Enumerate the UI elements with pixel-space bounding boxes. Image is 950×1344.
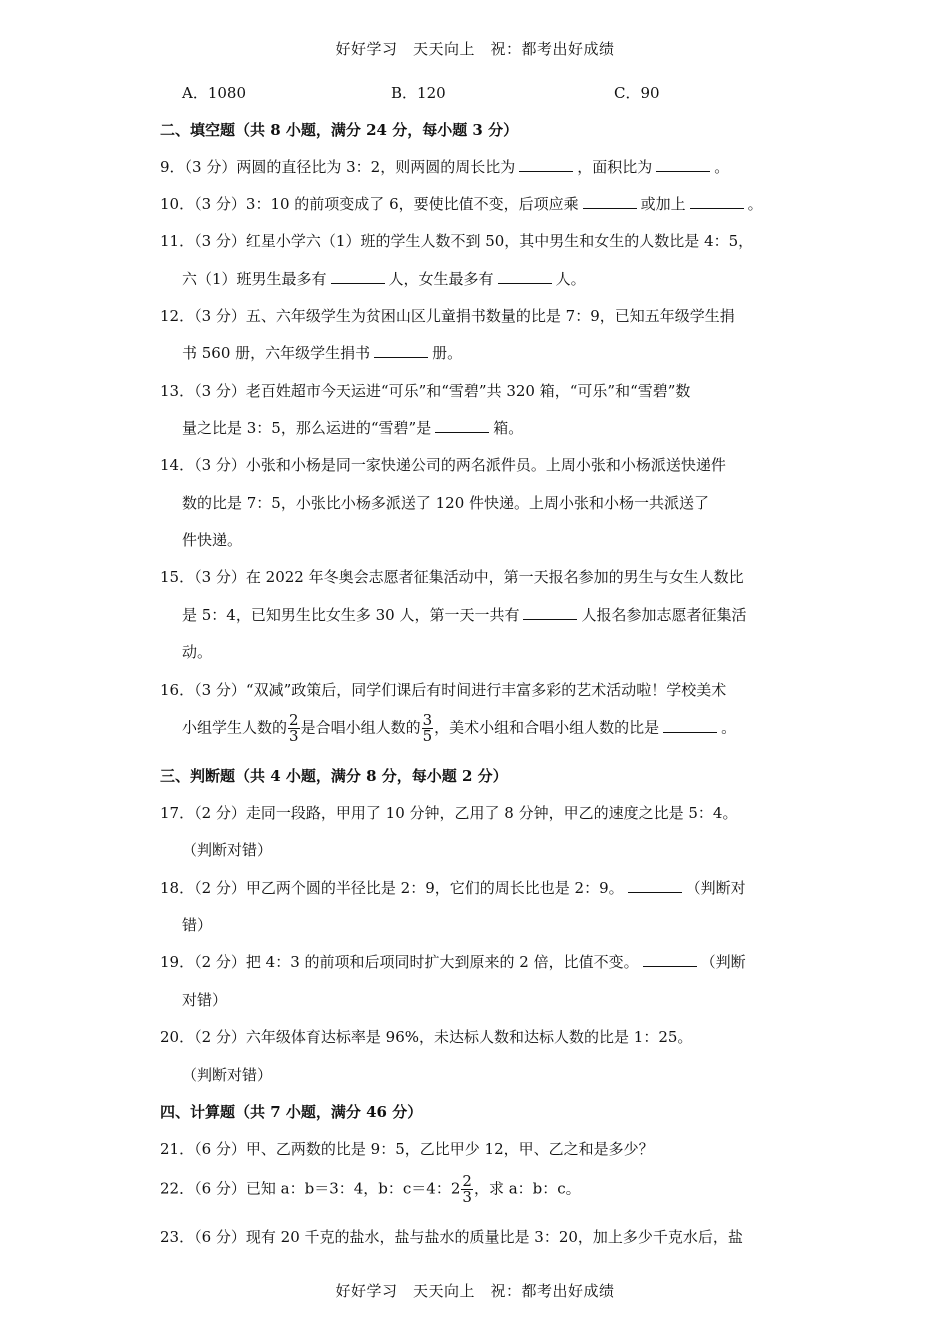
answer-blank[interactable] <box>519 157 573 172</box>
option-c: C．90 <box>614 84 660 102</box>
answer-blank[interactable] <box>435 418 489 433</box>
option-a: A．1080 <box>182 84 247 102</box>
question-10: 10．（3 分）3：10 的前项变成了 6，要使比值不变，后项应乘 或加上 。 <box>160 195 763 213</box>
question-11: 11．（3 分）红星小学六（1）班的学生人数不到 50，其中男生和女生的人数比是 4：5， <box>160 232 754 250</box>
fraction-two-thirds: $\frac{2}{3}$ <box>462 1172 472 1206</box>
question-13-cont: 量之比是 3：5，那么运进的“雪碧”是 箱。 <box>182 419 524 437</box>
answer-blank[interactable] <box>628 878 682 893</box>
question-9: 9．（3 分）两圆的直径比为 3：2，则两圆的周长比为 ，面积比为 。 <box>160 158 730 176</box>
page-header: 好好学习 天天向上 祝：都考出好成绩 <box>335 40 615 58</box>
page-footer: 好好学习 天天向上 祝：都考出好成绩 <box>335 1282 615 1300</box>
question-19-cont: 对错） <box>182 991 228 1009</box>
answer-blank[interactable] <box>498 269 552 284</box>
question-15: 15．（3 分）在 2022 年冬奥会志愿者征集活动中，第一天报名参加的男生与女生人数比 <box>160 568 744 586</box>
fraction-three-fifths: $\frac{3}{5}$ <box>422 711 433 745</box>
question-20: 20．（2 分）六年级体育达标率是 96%，未达标人数和达标人数的比是 1：25。 <box>160 1028 693 1046</box>
question-20-cont: （判断对错） <box>182 1066 273 1084</box>
question-16-cont: 小组学生人数的 $\frac{2}{3}$ 是合唱小组人数的 $\frac{3}{5}$ ，美术小组和合唱小组人数的比是 。 <box>182 711 737 745</box>
question-14-cont: 数的比是 7：5，小张比小杨多派送了 120 件快递。上周小张和小杨一共派送了 <box>182 494 710 512</box>
answer-blank[interactable] <box>690 194 744 209</box>
question-23: 23．（6 分）现有 20 千克的盐水，盐与盐水的质量比是 3：20，加上多少千克水后，盐 <box>160 1228 743 1246</box>
question-18: 18．（2 分）甲乙两个圆的半径比是 2：9，它们的周长比也是 2：9。 （判断对 <box>160 879 746 897</box>
answer-blank[interactable] <box>583 194 637 209</box>
question-15-cont2: 动。 <box>182 643 213 661</box>
question-13: 13．（3 分）老百姓超市今天运进“可乐”和“雪碧”共 320 箱，“可乐”和“雪碧”数 <box>160 382 691 400</box>
fraction-two-thirds: $\frac{2}{3}$ <box>289 711 299 745</box>
question-18-cont: 错） <box>182 916 213 934</box>
section-title-calculation: 四、计算题（共 7 小题，满分 46 分） <box>160 1103 423 1121</box>
question-19: 19．（2 分）把 4：3 的前项和后项同时扩大到原来的 2 倍，比值不变。 （判断 <box>160 953 746 971</box>
question-11-cont: 六（1）班男生最多有 人，女生最多有 人。 <box>182 270 586 288</box>
answer-blank[interactable] <box>643 952 697 967</box>
question-16: 16．（3 分）“双减”政策后，同学们课后有时间进行丰富多彩的艺术活动啦！学校美术 <box>160 681 727 699</box>
question-22: 22．（6 分）已知 a：b＝3：4，b：c＝4：2 $\frac{2}{3}$ ，求 a：b：c。 <box>160 1172 581 1206</box>
section-title-fill-blank: 二、填空题（共 8 小题，满分 24 分，每小题 3 分） <box>160 121 519 139</box>
answer-blank[interactable] <box>331 269 385 284</box>
question-15-cont: 是 5：4，已知男生比女生多 30 人，第一天一共有 人报名参加志愿者征集活 <box>182 606 747 624</box>
question-21: 21．（6 分）甲、乙两数的比是 9：5，乙比甲少 12，甲、乙之和是多少？ <box>160 1140 654 1158</box>
answer-blank[interactable] <box>656 157 710 172</box>
answer-blank[interactable] <box>374 343 428 358</box>
section-title-judge: 三、判断题（共 4 小题，满分 8 分，每小题 2 分） <box>160 767 508 785</box>
question-17: 17．（2 分）走同一段路，甲用了 10 分钟，乙用了 8 分钟，甲乙的速度之比是 5：4。 <box>160 804 738 822</box>
answer-blank[interactable] <box>523 605 577 620</box>
question-17-cont: （判断对错） <box>182 841 273 859</box>
answer-blank[interactable] <box>663 718 717 733</box>
option-b: B．120 <box>391 84 446 102</box>
question-12-cont: 书 560 册，六年级学生捐书 册。 <box>182 344 463 362</box>
question-12: 12．（3 分）五、六年级学生为贫困山区儿童捐书数量的比是 7：9，已知五年级学生捐 <box>160 307 735 325</box>
question-14: 14．（3 分）小张和小杨是同一家快递公司的两名派件员。上周小张和小杨派送快递件 <box>160 456 726 474</box>
question-14-cont2: 件快递。 <box>182 531 243 549</box>
